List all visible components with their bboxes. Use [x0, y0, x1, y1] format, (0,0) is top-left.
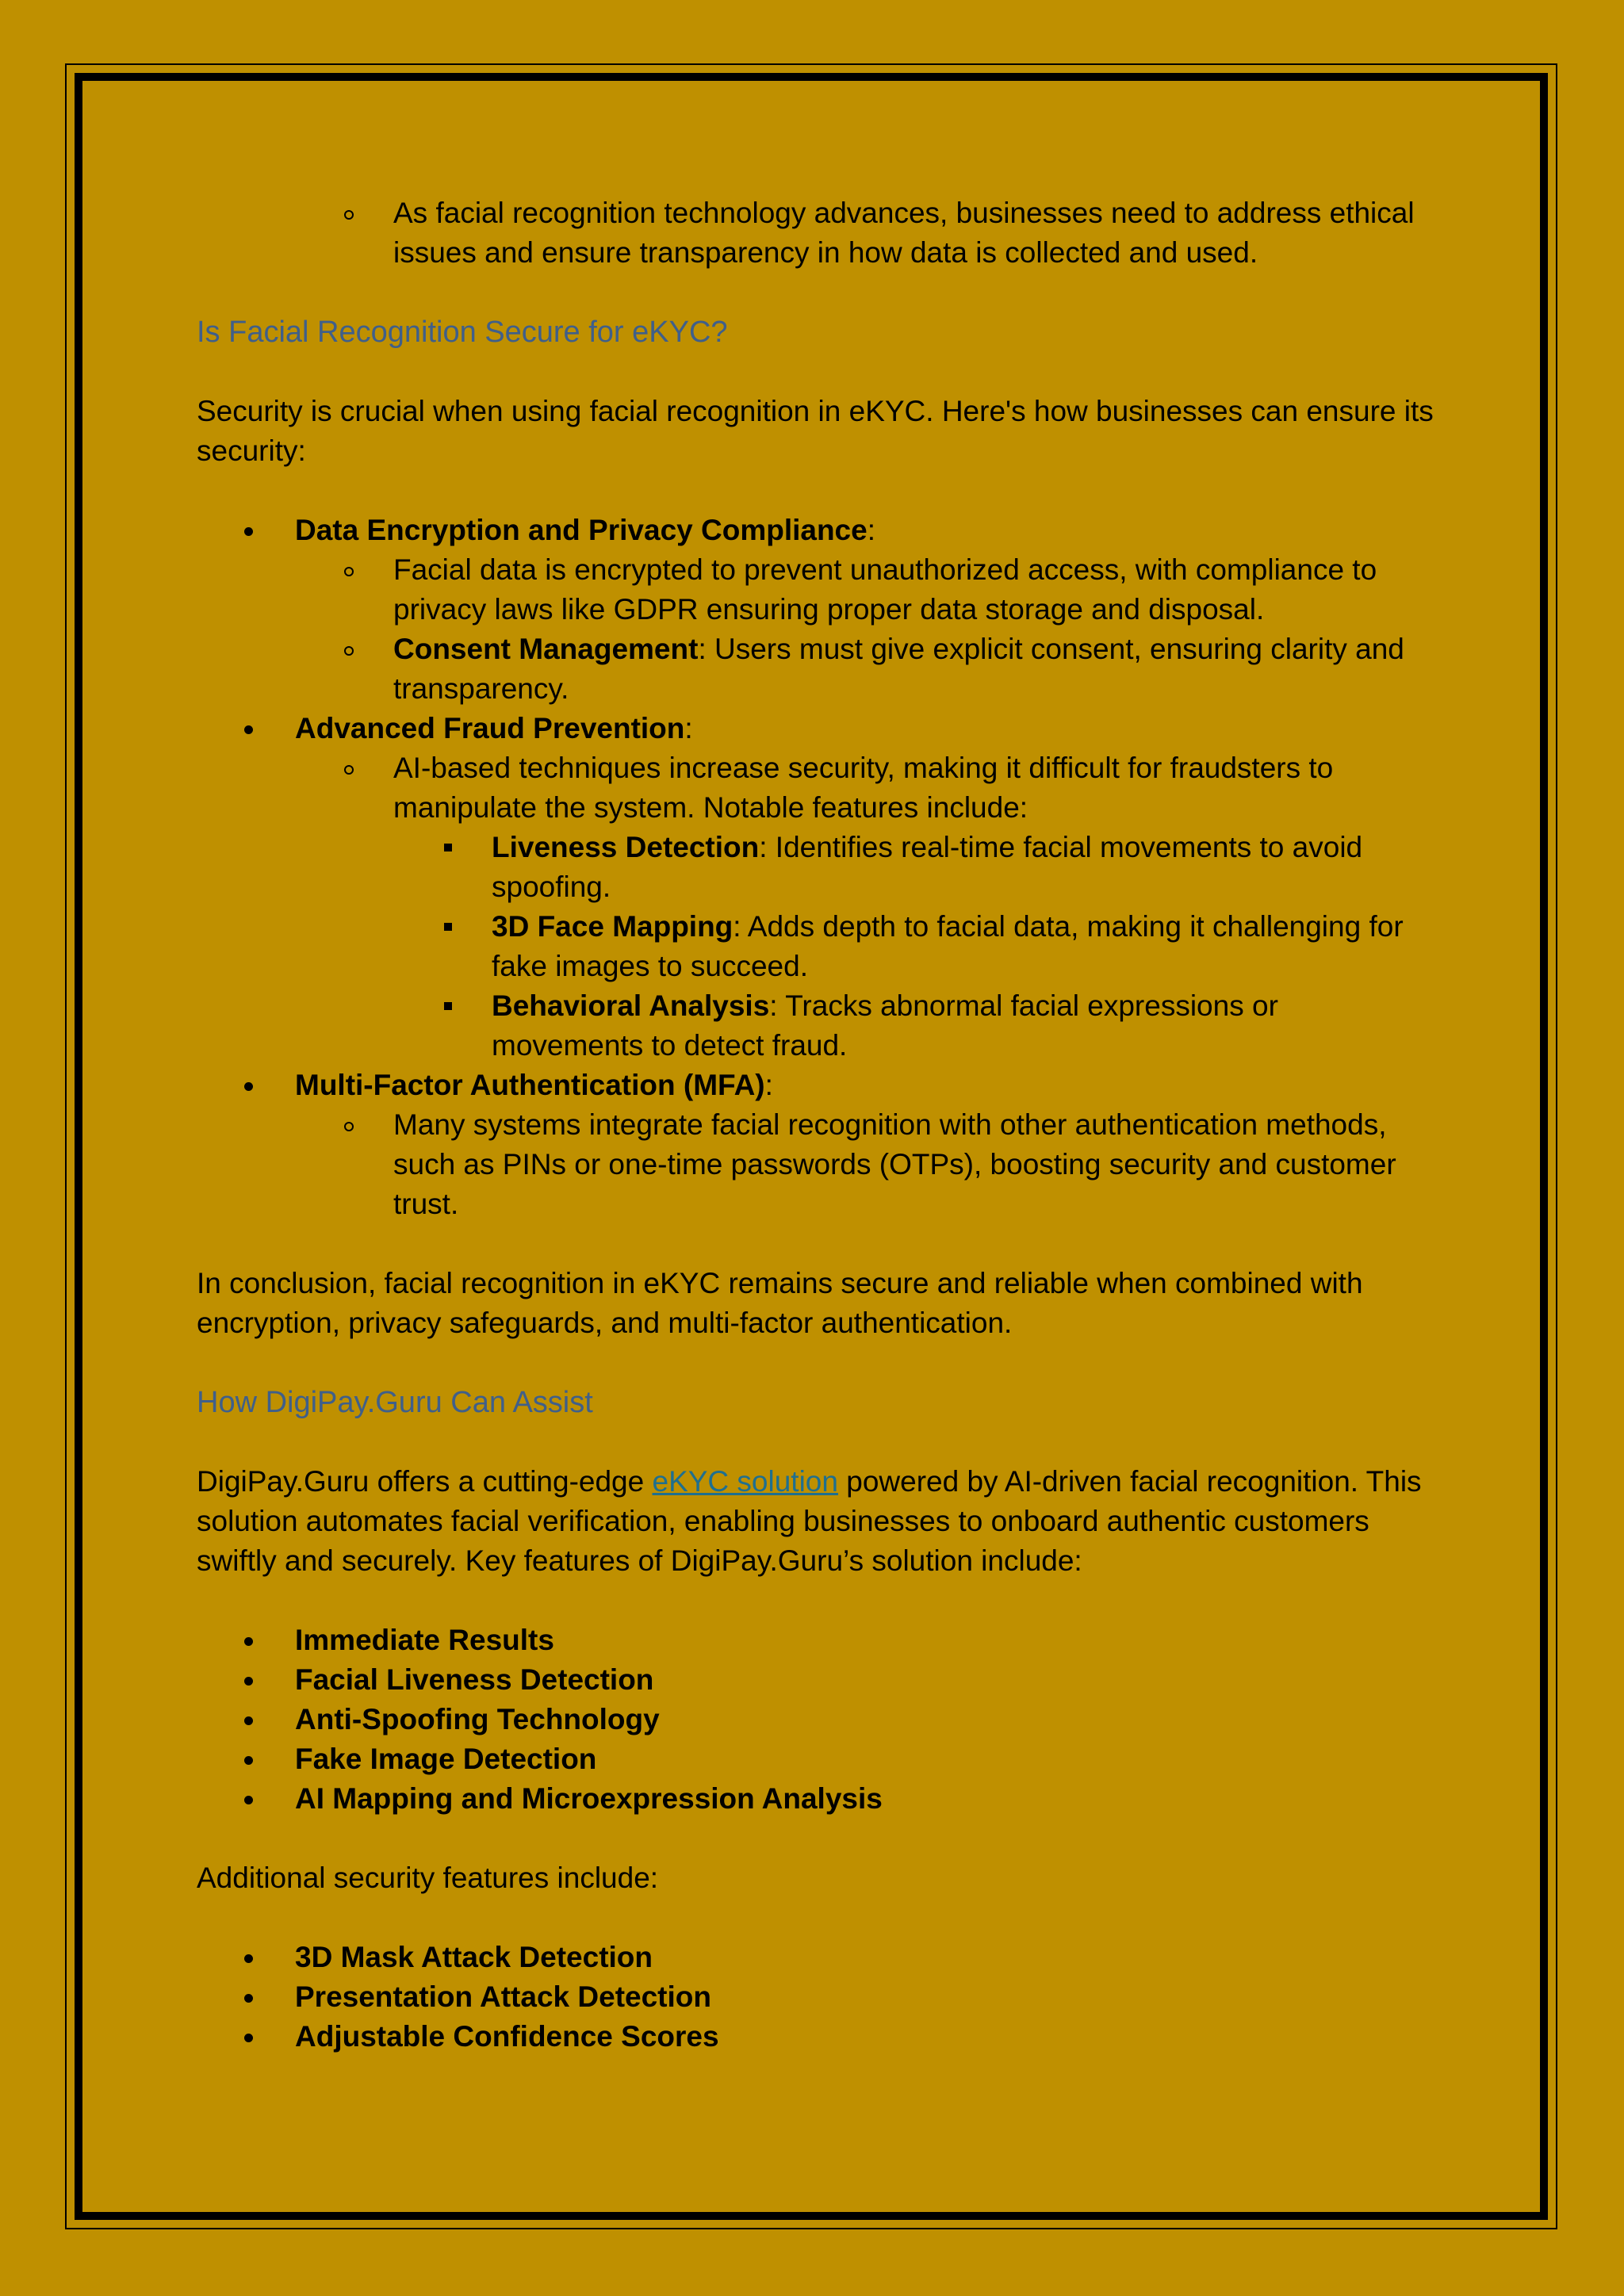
ekyc-solution-link[interactable]: eKYC solution [652, 1465, 838, 1498]
disc-bullet-icon [244, 527, 253, 536]
list-item: Immediate Results [197, 1621, 1434, 1660]
security-conclusion: In conclusion, facial recognition in eKYC remains secure and reliable when combined with encryption, privacy safeguards, and multi-factor authentication. [197, 1267, 1363, 1339]
hollow-circle-bullet-icon [344, 646, 354, 656]
hollow-circle-bullet-icon [344, 567, 354, 576]
list-item: 3D Face Mapping: Adds depth to facial data, making it challenging for fake images to succeed. [197, 907, 1434, 986]
disc-bullet-icon [244, 2034, 253, 2042]
additional-features-list [197, 1938, 1434, 2057]
list-item: Adjustable Confidence Scores [197, 2017, 1434, 2057]
security-intro: Security is crucial when using facial recognition in eKYC. Here's how businesses can ensure its security: [197, 395, 1434, 467]
disc-bullet-icon [244, 1756, 253, 1765]
list-item: Behavioral Analysis: Tracks abnormal facial expressions or movements to detect fraud. [197, 986, 1434, 1066]
list-item: Presentation Attack Detection [197, 1977, 1434, 2017]
list-item: Fake Image Detection [197, 1739, 1434, 1779]
disc-bullet-icon [244, 1796, 253, 1804]
list-item: Consent Management: Users must give explicit consent, ensuring clarity and transparency. [197, 629, 1434, 709]
list-item: 3D Mask Attack Detection [197, 1938, 1434, 1977]
list-item: AI-based techniques increase security, making it difficult for fraudsters to manipulate the system. Notable features include: [197, 748, 1434, 828]
additional-intro: Additional security features include: [197, 1862, 659, 1894]
list-item: Advanced Fraud Prevention: [197, 709, 1434, 748]
square-bullet-icon [444, 923, 452, 931]
hollow-circle-bullet-icon [344, 210, 354, 220]
document-body [197, 193, 1434, 2057]
list-item: As facial recognition technology advances, businesses need to address ethical issues and ensure transparency in how data is collected and used. [197, 193, 1434, 273]
list-item: Many systems integrate facial recognition with other authentication methods, such as PINs or one-time passwords (OTPs), boosting security and customer trust. [197, 1105, 1434, 1224]
section-heading-security: Is Facial Recognition Secure for eKYC? [197, 316, 728, 349]
list-item: Liveness Detection: Identifies real-time facial movements to avoid spoofing. [197, 828, 1434, 907]
security-list [197, 511, 1434, 1224]
list-item: Data Encryption and Privacy Compliance: [197, 511, 1434, 550]
square-bullet-icon [444, 844, 452, 851]
section-heading-digipay: How DigiPay.Guru Can Assist [197, 1386, 593, 1419]
square-bullet-icon [444, 1002, 452, 1010]
list-item: Multi-Factor Authentication (MFA): [197, 1066, 1434, 1105]
hollow-circle-bullet-icon [344, 765, 354, 775]
disc-bullet-icon [244, 1677, 253, 1686]
digipay-intro: DigiPay.Guru offers a cutting-edge eKYC solution powered by AI-driven facial recognition. This solution automates facial verification, enabling businesses to onboard authentic customers swiftly and securely. Key features of DigiPay.Guru’s solution include: [197, 1465, 1422, 1577]
disc-bullet-icon [244, 1994, 253, 2003]
disc-bullet-icon [244, 1954, 253, 1963]
list-item: AI Mapping and Microexpression Analysis [197, 1779, 1434, 1819]
hollow-circle-bullet-icon [344, 1122, 354, 1131]
list-item: Facial Liveness Detection [197, 1660, 1434, 1700]
disc-bullet-icon [244, 1082, 253, 1091]
intro-list [197, 193, 1434, 273]
disc-bullet-icon [244, 725, 253, 734]
key-features-list [197, 1621, 1434, 1819]
disc-bullet-icon [244, 1716, 253, 1725]
list-item: Facial data is encrypted to prevent unauthorized access, with compliance to privacy laws like GDPR ensuring proper data storage and disposal. [197, 550, 1434, 629]
disc-bullet-icon [244, 1637, 253, 1646]
list-item: Anti-Spoofing Technology [197, 1700, 1434, 1739]
